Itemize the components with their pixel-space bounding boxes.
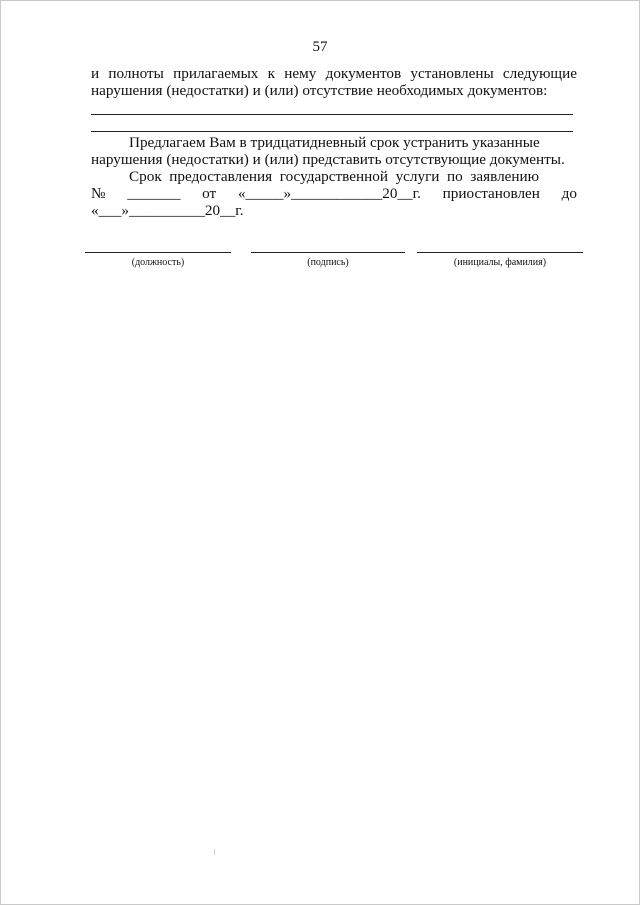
until-word: до	[561, 185, 577, 202]
violations-line-1: и полноты прилагаемых к нему документов установлены следующие	[91, 65, 577, 82]
position-signature-line	[85, 252, 231, 253]
name-signature-line	[417, 252, 583, 253]
term-line-1-text: Срок предоставления государственной услуги по заявлению	[129, 168, 539, 185]
fill-in-line-2	[91, 131, 573, 132]
application-date-blank: «_____»____________20__г.	[237, 185, 421, 202]
suspended-word: приостановлен	[442, 185, 540, 202]
signature-line	[251, 252, 405, 253]
proposal-paragraph	[91, 134, 577, 219]
fill-in-line-1	[91, 114, 573, 115]
term-line-1	[91, 168, 577, 185]
suspension-until-date-blank: «___»__________20__г.	[91, 202, 244, 219]
violations-paragraph	[91, 65, 577, 99]
from-word: от	[202, 185, 217, 202]
scan-mark	[214, 849, 215, 855]
name-label: (инициалы, фамилия)	[453, 257, 547, 268]
term-line-2	[91, 185, 577, 202]
proposal-line-1	[91, 134, 577, 151]
signature-label: (подпись)	[307, 257, 349, 268]
violations-line-2: нарушения (недостатки) и (или) отсутствие необходимых документов:	[91, 82, 548, 99]
position-label: (должность)	[131, 257, 185, 268]
number-sign: №	[91, 185, 106, 202]
proposal-line-2: нарушения (недостатки) и (или) представить отсутствующие документы.	[91, 151, 565, 168]
page-number: 57	[312, 39, 328, 55]
application-number-blank: _______	[127, 185, 181, 202]
proposal-line-1-text: Предлагаем Вам в тридцатидневный срок устранить указанные	[129, 134, 540, 151]
